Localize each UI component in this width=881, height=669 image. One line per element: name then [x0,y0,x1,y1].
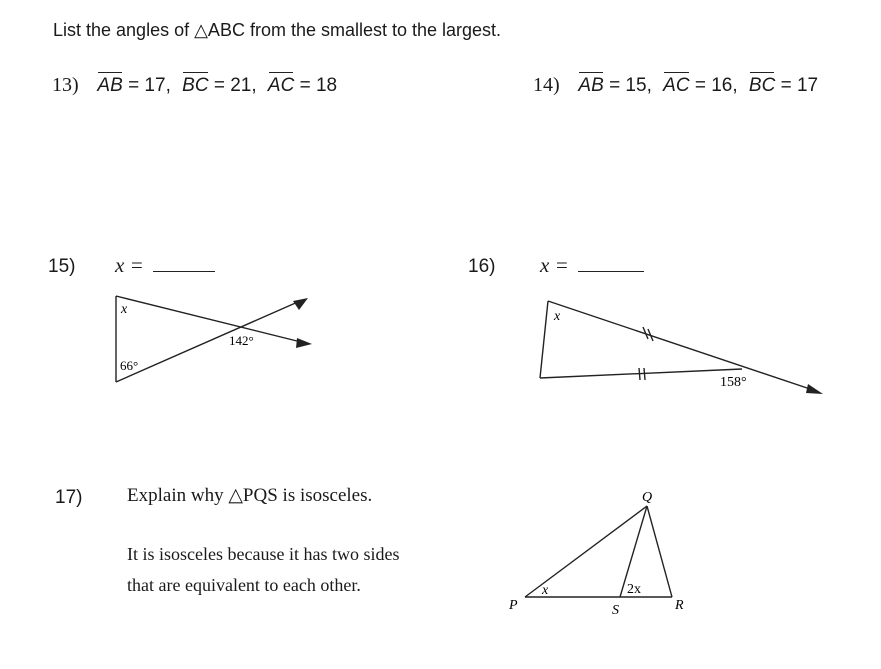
vertex-r-label: R [675,598,684,613]
congruence-tick [644,368,645,380]
arrowhead-icon [296,338,312,348]
angle-x-label: x [542,583,549,598]
angle-142-label: 142° [229,333,254,348]
vertex-p-label: P [509,598,518,613]
transversal-line-up [116,301,300,382]
vertex-q-label: Q [642,490,653,505]
vertex-s-label: S [612,603,619,618]
answer-line-1: It is isosceles because it has two sides [127,544,400,564]
extended-side [548,301,816,391]
triangle-left-side [540,301,548,378]
congruence-tick [639,368,640,380]
problem-17-number: 17) [55,487,83,508]
problem-15-answer-blank[interactable] [153,271,215,272]
instructions: List the angles of △ABC from the smallest to the largest. [53,20,502,40]
angle-158-label: 158° [720,375,747,390]
segment-ac-value: = 18 [299,75,338,96]
transversal-line-down [116,296,305,343]
problem-16-answer [540,253,644,278]
problem-15-x-label: x = [115,253,144,277]
segment-ab-value: = 17, [128,75,171,96]
segment-bc-value: = 21, [213,75,257,96]
segment-bc-value: = 17 [780,75,819,96]
problem-14-number: 14) [533,74,560,96]
segment-qr [647,506,672,597]
problem-13 [52,74,337,97]
problem-16-figure [530,292,830,402]
problem-13-number: 13) [52,74,79,96]
problem-15-number: 15) [48,256,76,277]
angle-66-label: 66° [120,358,139,373]
arrowhead-icon [293,298,308,310]
arrowhead-icon [806,384,823,394]
segment-ac-label: AC [663,75,690,96]
angle-x-label: x [554,309,561,324]
segment-ac-label: AC [267,75,295,96]
segment-ab-value: = 15, [609,75,652,96]
segment-ab-label: AB [578,75,604,96]
problem-17-answer [127,539,399,601]
segment-ab-label: AB [97,75,123,96]
angle-2x-label: 2x [627,582,641,597]
problem-17-figure [500,482,700,622]
answer-line-2: that are equivalent to each other. [127,575,361,595]
segment-ac-value: = 16, [694,75,738,96]
problem-16-answer-blank[interactable] [578,271,644,272]
triangle-bottom-side [540,369,742,378]
problem-15-answer [115,253,215,278]
problem-15-figure [100,288,330,388]
problem-14 [533,74,818,97]
segment-bc-label: BC [182,75,209,96]
problem-17-prompt: Explain why △PQS is isosceles. [127,485,373,506]
problem-16-number: 16) [468,256,496,277]
problem-16-x-label: x = [540,253,569,277]
angle-x-label: x [121,302,128,317]
segment-bc-label: BC [748,75,776,96]
